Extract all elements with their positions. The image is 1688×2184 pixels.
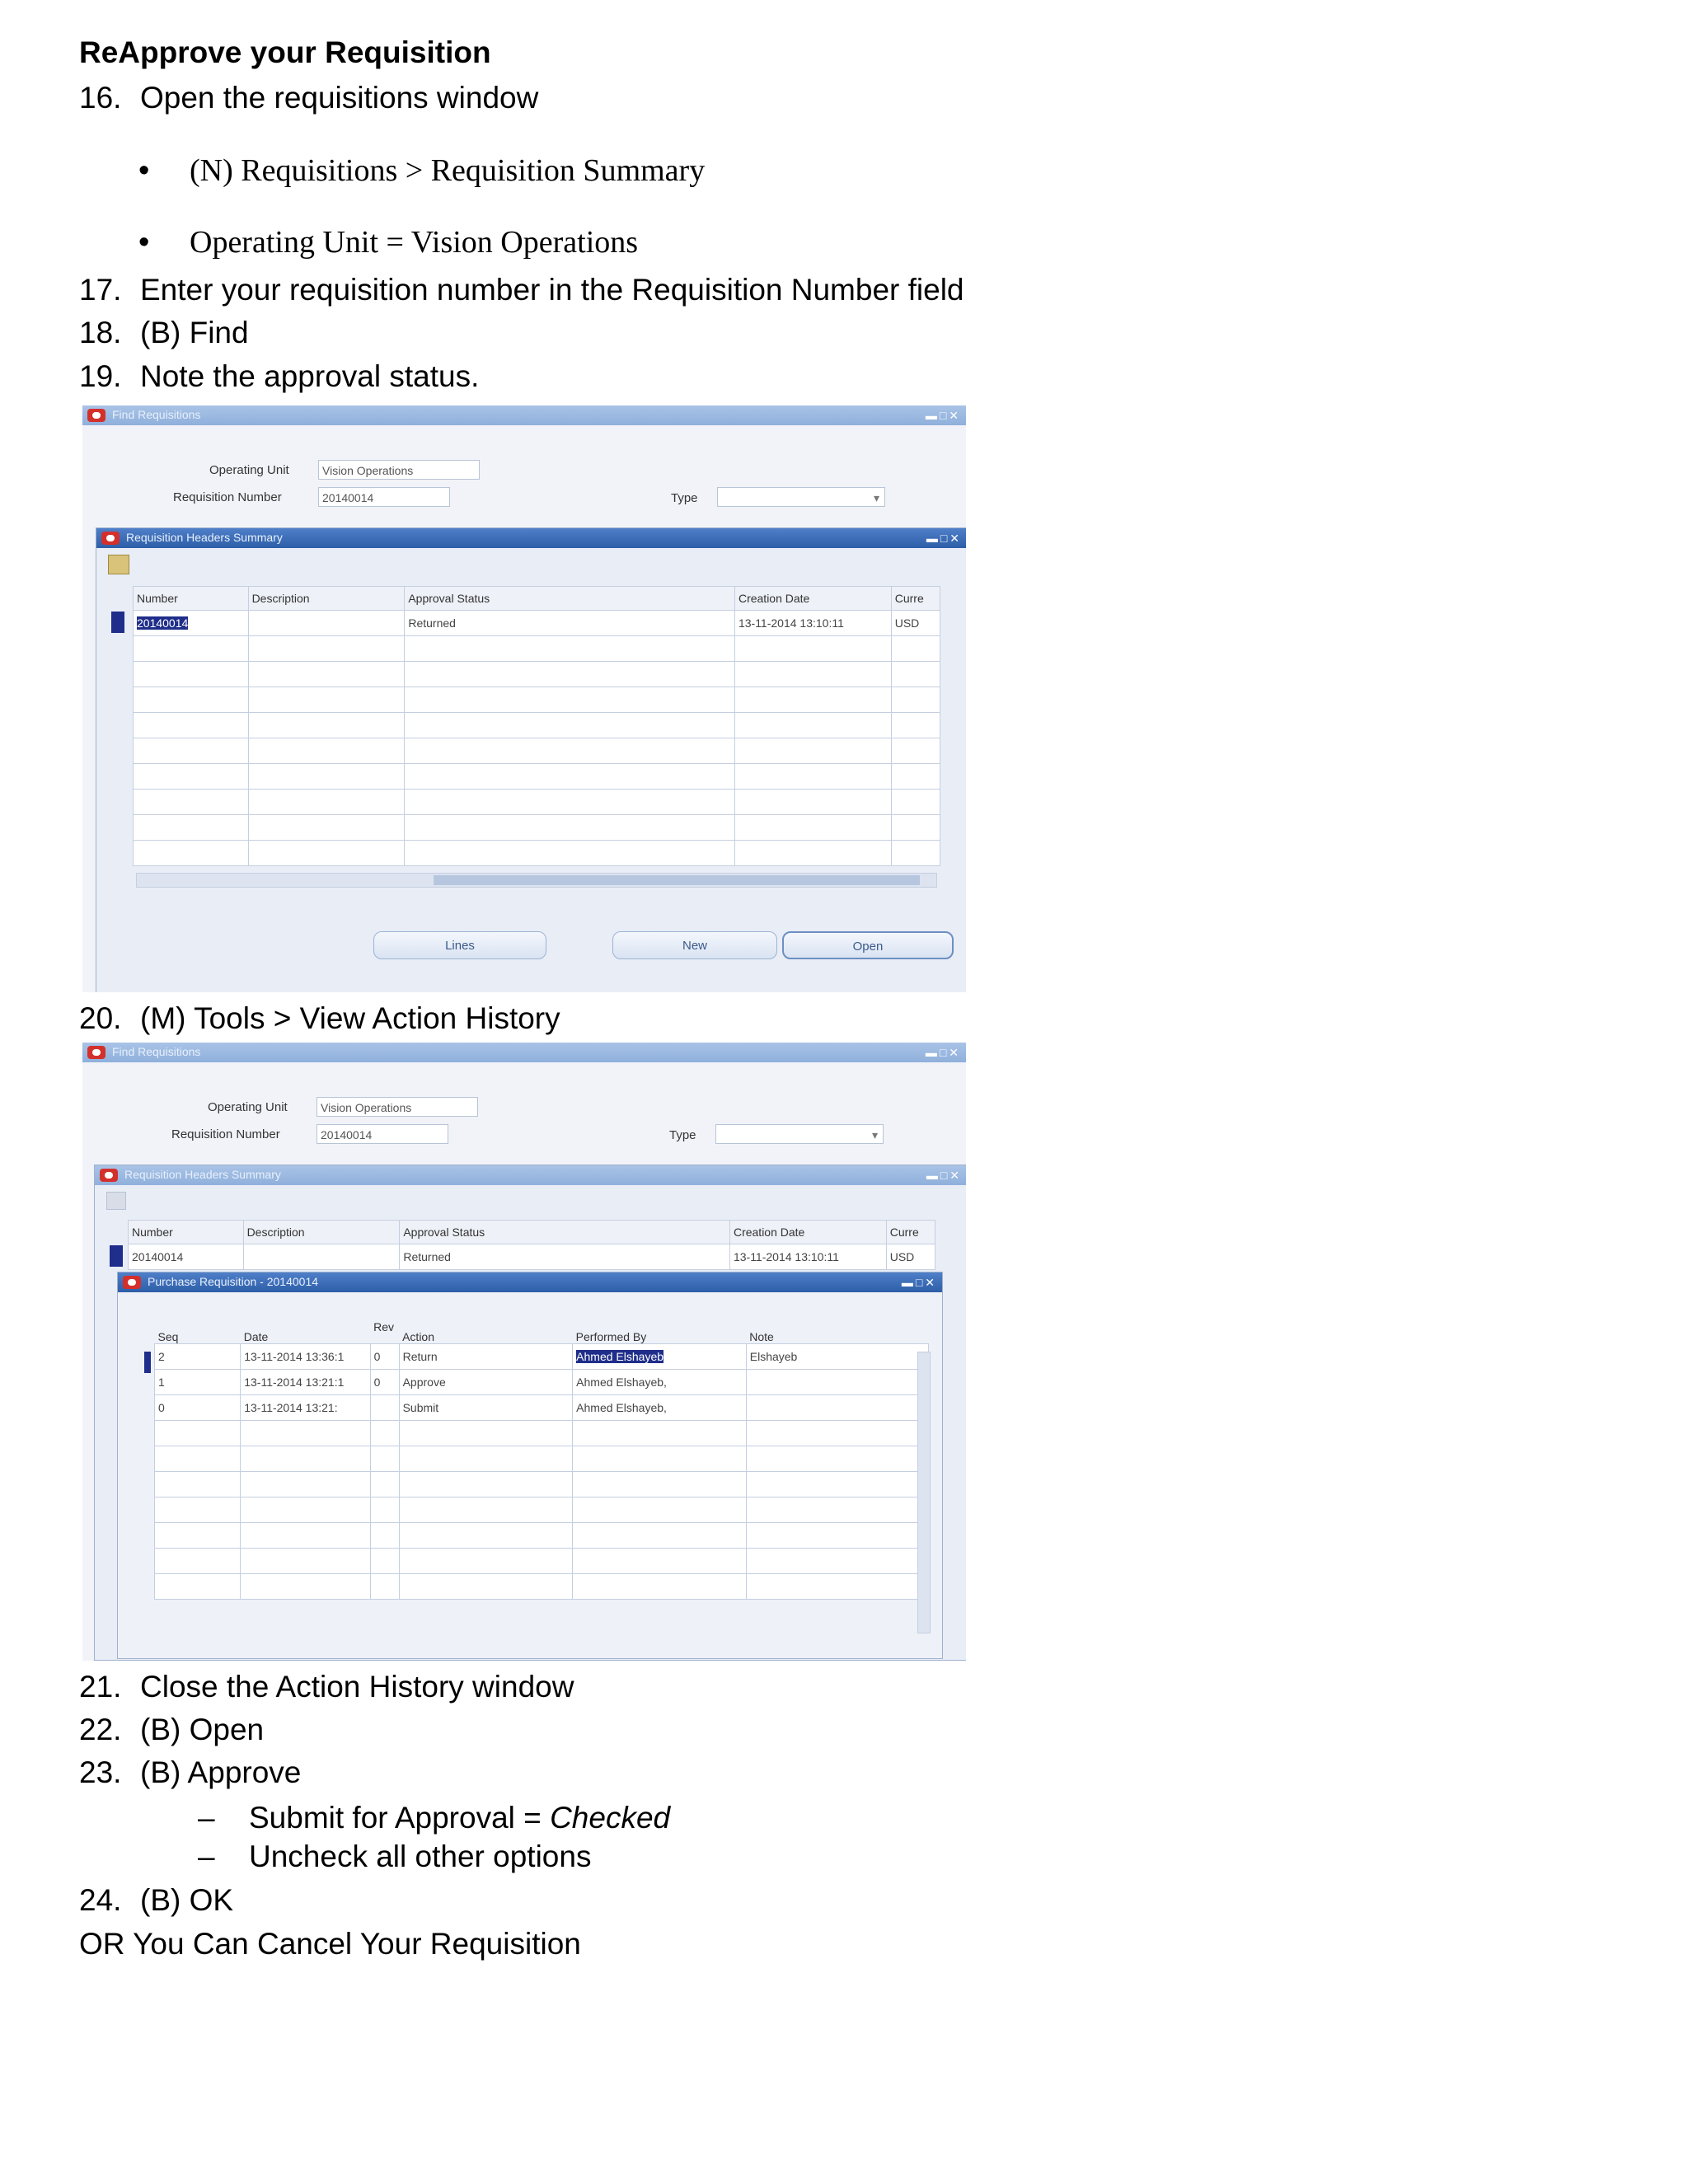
summary-window-titlebar [96,528,966,548]
oracle-logo-icon [101,532,120,545]
bullet-dot-icon: • [138,153,150,188]
table-row[interactable] [134,713,940,738]
requisition-headers-summary-window [96,527,966,992]
table-row[interactable] [155,1370,929,1395]
cell-performed-by[interactable]: Ahmed Elshayeb, [573,1370,747,1395]
table-row[interactable] [134,662,940,687]
bullet-text: Operating Unit = Vision Operations [190,225,639,260]
cell-performed-by[interactable]: Ahmed Elshayeb, [573,1395,747,1421]
folder-icon[interactable] [106,1192,126,1210]
lines-button[interactable]: Lines [373,931,546,959]
find-window-title: Find Requisitions [112,1045,201,1058]
step-text: (B) Approve [140,1755,302,1789]
cell-performed-by[interactable] [573,1344,747,1370]
cell-approval-status[interactable]: Returned [400,1244,730,1270]
cell-seq[interactable]: 1 [155,1370,241,1395]
step-text: Enter your requisition number in the Requisition Number field [140,273,964,307]
requisition-number-field[interactable]: 20140014 [318,487,450,507]
column-header-note: Note [749,1330,774,1343]
new-button[interactable]: New [612,931,777,959]
cell-description[interactable] [243,1244,400,1270]
table-row[interactable] [134,764,940,790]
summary-window-title: Requisition Headers Summary [124,1168,281,1181]
step-20 [79,1001,560,1037]
step-number: 21. [79,1670,122,1704]
table-row[interactable] [155,1497,929,1523]
table-row[interactable] [129,1244,935,1270]
requisitions-table [128,1220,935,1270]
operating-unit-label: Operating Unit [208,1100,288,1114]
bullet-dot-icon: • [138,225,150,260]
oracle-logo-icon [87,1046,106,1059]
step-number: 23. [79,1755,122,1789]
action-history-titlebar [118,1272,942,1292]
cell-rev[interactable]: 0 [370,1370,399,1395]
requisitions-table [133,586,940,866]
cell-note[interactable] [746,1395,928,1421]
table-header-row [134,587,940,611]
column-header-rev: Rev [373,1320,395,1333]
cell-date[interactable]: 13-11-2014 13:21:1 [241,1370,370,1395]
cell-rev[interactable]: 0 [370,1344,399,1370]
cell-approval-status[interactable]: Returned [405,611,735,636]
table-row[interactable] [155,1472,929,1497]
column-header-approval-status: Approval Status [400,1221,730,1244]
scrollbar-thumb[interactable] [434,875,920,885]
step-number: 24. [79,1883,122,1917]
step-text: (M) Tools > View Action History [140,1001,560,1035]
table-row[interactable] [155,1574,929,1600]
cell-creation-date[interactable]: 13-11-2014 13:10:11 [734,611,891,636]
option-value: Checked [550,1801,671,1835]
table-row[interactable] [134,738,940,764]
cell-currency[interactable]: USD [886,1244,935,1270]
column-header-description: Description [248,587,405,611]
window-controls-icon[interactable]: ▬□✕ [925,409,961,422]
selected-performed-by-text: Ahmed Elshayeb [576,1350,664,1363]
column-header-number: Number [134,587,249,611]
table-header-row [129,1221,935,1244]
table-row[interactable] [155,1421,929,1446]
current-record-indicator [144,1352,151,1373]
folder-icon[interactable] [108,555,129,574]
dropdown-arrow-icon: ▾ [871,1128,878,1141]
type-select[interactable] [715,1124,884,1144]
bullet-operating-unit [138,224,638,260]
step-number: 20. [79,1001,122,1035]
option-submit-for-approval [198,1801,670,1835]
step-text: Note the approval status. [140,359,480,393]
table-row[interactable] [134,841,940,866]
find-window-title: Find Requisitions [112,408,201,421]
step-number: 16. [79,81,122,115]
table-row[interactable] [134,815,940,841]
column-header-creation-date: Creation Date [734,587,891,611]
step-number: 18. [79,316,122,349]
column-header-performed-by: Performed By [575,1330,647,1343]
cell-action[interactable]: Approve [399,1370,573,1395]
operating-unit-field[interactable]: Vision Operations [316,1097,478,1117]
column-header-number: Number [129,1221,244,1244]
screenshot-requisition-summary [82,405,966,992]
step-text: Close the Action History window [140,1670,574,1704]
action-history-table [154,1320,929,1600]
step-18 [79,315,249,351]
action-history-window [117,1272,943,1659]
table-row[interactable] [155,1549,929,1574]
cell-note[interactable] [746,1370,928,1395]
type-select[interactable] [717,487,885,507]
step-text: (B) Open [140,1713,265,1746]
summary-window-title: Requisition Headers Summary [126,531,283,544]
option-uncheck-others [198,1840,591,1874]
table-row[interactable] [155,1395,929,1421]
oracle-logo-icon [87,409,106,422]
step-text: (B) OK [140,1883,234,1917]
page-heading: ReApprove your Requisition [79,35,491,69]
dash-icon: – [198,1840,215,1873]
cell-number[interactable]: 20140014 [129,1244,244,1270]
closing-text: OR You Can Cancel Your Requisition [79,1927,581,1961]
oracle-logo-icon [100,1169,118,1182]
cell-currency[interactable]: USD [891,611,940,636]
cell-rev[interactable] [370,1395,399,1421]
cell-creation-date[interactable]: 13-11-2014 13:10:11 [729,1244,886,1270]
table-row[interactable] [155,1344,929,1370]
column-header-approval-status: Approval Status [405,587,735,611]
step-21 [79,1669,574,1705]
table-row[interactable] [134,790,940,815]
cell-date[interactable]: 13-11-2014 13:36:1 [241,1344,370,1370]
dropdown-arrow-icon: ▾ [873,491,879,504]
operating-unit-field[interactable]: Vision Operations [318,460,480,480]
step-19 [79,359,479,395]
oracle-logo-icon [123,1276,141,1289]
column-header-date: Date [243,1330,269,1343]
cell-action[interactable]: Return [399,1344,573,1370]
column-header-seq: Seq [157,1330,179,1343]
table-row[interactable] [134,636,940,662]
window-controls-icon[interactable]: ▬□✕ [901,1276,937,1289]
action-history-title: Purchase Requisition - 20140014 [148,1275,319,1288]
summary-window-titlebar [95,1165,966,1185]
window-controls-icon[interactable]: ▬□✕ [925,1046,961,1059]
screenshot-action-history [82,1043,966,1661]
step-text: (B) Find [140,316,249,349]
cell-date[interactable]: 13-11-2014 13:21: [241,1395,370,1421]
type-label: Type [669,1128,696,1142]
operating-unit-label: Operating Unit [209,463,289,477]
selected-number-text: 20140014 [137,616,189,630]
find-window-titlebar [82,405,966,425]
find-window-titlebar [82,1043,966,1062]
table-row[interactable] [155,1446,929,1472]
requisition-number-field[interactable]: 20140014 [316,1124,448,1144]
current-record-indicator [111,612,124,633]
step-text: Open the requisitions window [140,81,539,115]
column-header-creation-date: Creation Date [729,1221,886,1244]
step-23 [79,1755,301,1791]
dash-icon: – [198,1801,215,1835]
table-header-row [155,1320,929,1344]
cell-seq[interactable]: 2 [155,1344,241,1370]
column-header-action: Action [402,1330,435,1343]
cell-note[interactable]: Elshayeb [746,1344,928,1370]
window-controls-icon[interactable]: ▬□✕ [926,532,962,545]
column-header-description: Description [243,1221,400,1244]
requisition-number-label: Requisition Number [171,1127,280,1141]
cell-seq[interactable]: 0 [155,1395,241,1421]
open-button[interactable]: Open [782,931,954,959]
step-number: 22. [79,1713,122,1746]
horizontal-scrollbar[interactable] [136,873,937,888]
table-row[interactable] [155,1523,929,1549]
step-22 [79,1712,264,1748]
bullet-text: (N) Requisitions > Requisition Summary [190,153,706,188]
step-number: 17. [79,273,122,307]
table-row[interactable] [134,687,940,713]
type-label: Type [671,491,698,505]
column-header-currency: Curre [886,1221,935,1244]
window-controls-icon[interactable]: ▬□✕ [926,1169,962,1182]
column-header-currency: Curre [891,587,940,611]
step-24 [79,1882,233,1919]
requisition-number-label: Requisition Number [173,490,282,504]
vertical-scrollbar[interactable] [917,1352,931,1633]
option-text: Uncheck all other options [249,1840,592,1873]
step-16 [79,80,538,116]
cell-number[interactable] [134,611,249,636]
step-17 [79,272,964,308]
cell-action[interactable]: Submit [399,1395,573,1421]
step-number: 19. [79,359,122,393]
table-row[interactable] [134,611,940,636]
option-text: Submit for Approval = [249,1801,551,1835]
cell-description[interactable] [248,611,405,636]
current-record-indicator [110,1245,123,1267]
bullet-navigation [138,152,705,189]
